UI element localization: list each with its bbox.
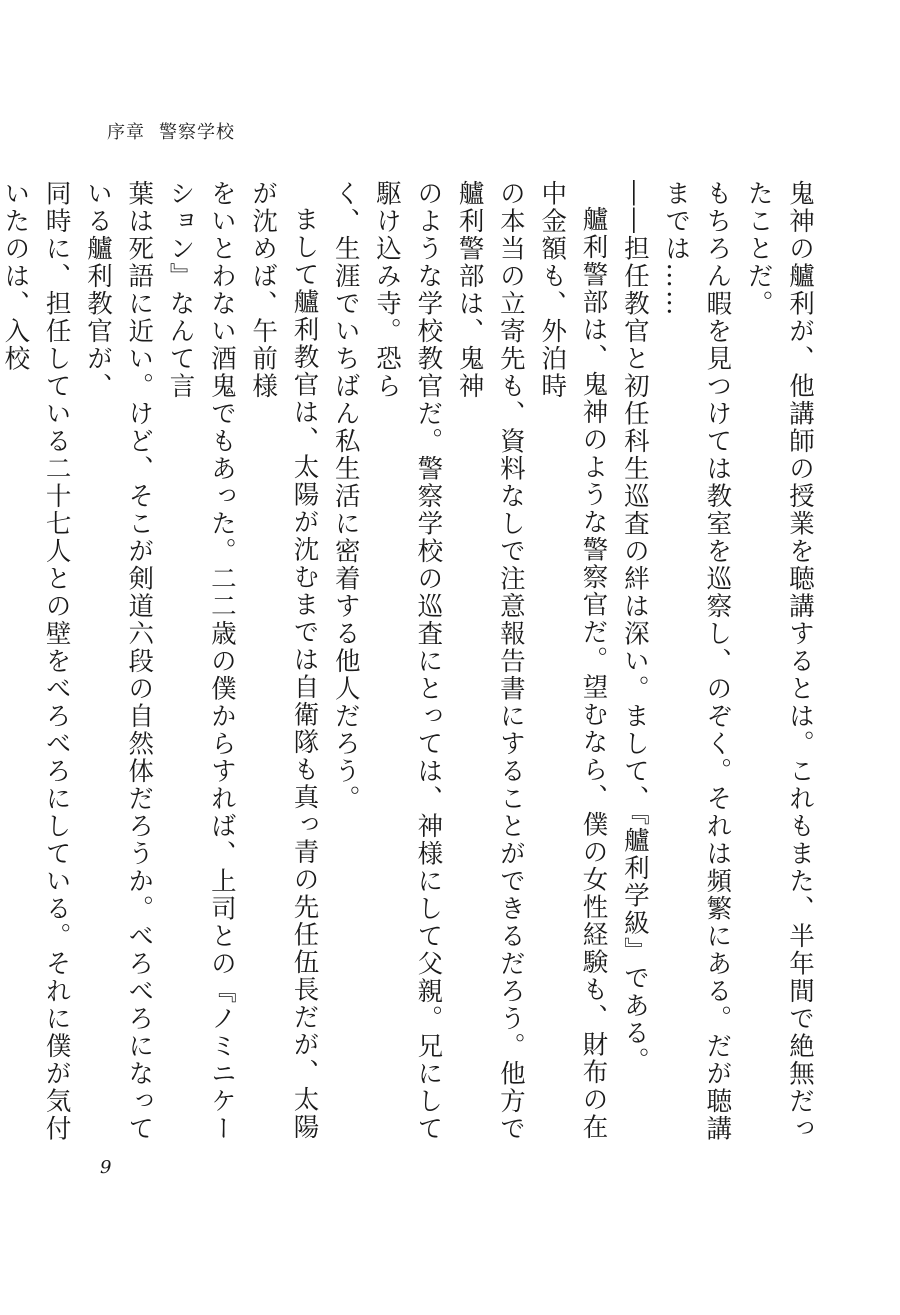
text-line: もちろん暇を見つけては教室を巡察し、のぞく。それは頻繁にある。だが聴講までは……: [661, 180, 733, 1143]
running-head: [107, 118, 235, 144]
text-line: 葉は死語に近い。けど、そこが剣道六段の自然体だろうか。べろべろになっている艫利教官が、: [82, 180, 155, 1143]
text-line: 同時に、担任している二十七人との壁をべろべろにしている。それに僕が気付いたのは、入校: [0, 180, 72, 1143]
chapter-label: 序章: [107, 122, 145, 143]
text-line: の本当の立寄先も、資料なしで注意報告書にすることができるだろう。他方で艫利警部は、鬼神: [454, 180, 526, 1143]
page-number: 9: [100, 1157, 112, 1178]
text-line: く、生涯でいちばん私生活に密着する他人だろう。: [330, 180, 361, 813]
text-line: まして艫利教官は、太陽が沈むまでは自衛隊も真っ青の先任伍長だが、太陽が沈めば、午前様: [248, 180, 320, 1141]
text-line: 鬼神の艫利が、他講師の授業を聴講するとは。これもまた、半年間で絶無だったことだ。: [743, 180, 815, 1143]
text-line: ――担任教官と初任科生巡査の絆は深い。まして、『艫利学級』である。: [619, 180, 650, 1075]
text-line: のような学校教官だ。警察学校の巡査にとっては、神様にして父親。兄にして駆け込み寺。恐ら: [372, 180, 444, 1143]
section-title: 警察学校: [159, 122, 235, 143]
body-text: [0, 180, 820, 1160]
text-line: をいとわない酒鬼でもあった。二二歳の僕からすれば、上司との『ノミニケーション』なんて言: [165, 180, 237, 1143]
text-line: 艫利警部は、鬼神のような警察官だ。望むなら、僕の女性経験も、財布の在中金額も、外泊時: [537, 180, 609, 1141]
